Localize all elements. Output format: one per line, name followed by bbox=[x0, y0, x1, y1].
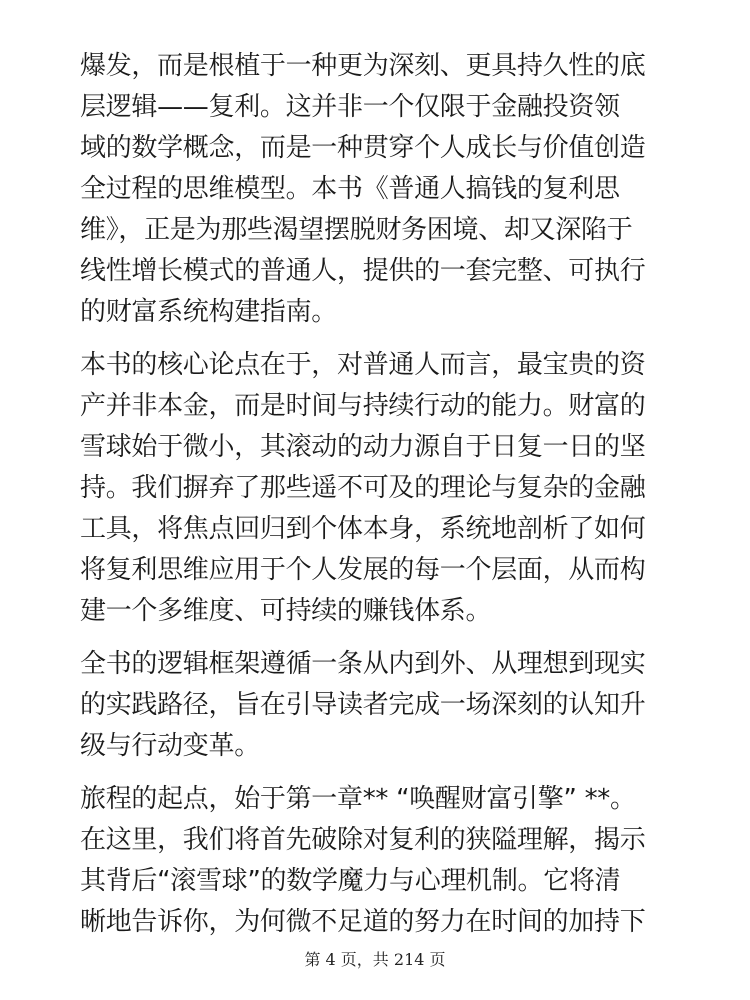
text-line: 级与行动变革。 bbox=[80, 731, 260, 761]
text-line: 工具，将焦点回归到个体本身，系统地剖析了如何 bbox=[80, 514, 646, 544]
text-line: 域的数学概念，而是一种贯穿个人成长与价值创造 bbox=[80, 133, 646, 163]
paragraph-2 bbox=[80, 345, 680, 632]
text-line: 晰地告诉你，为何微不足道的努力在时间的加持下 bbox=[80, 907, 646, 937]
text-line: 其背后“滚雪球”的数学魔力与心理机制。它将清 bbox=[80, 866, 621, 896]
text-line: 维》，正是为那些渴望摆脱财务困境、却又深陷于 bbox=[80, 215, 633, 245]
text-line: 本书的核心论点在于，对普通人而言，最宝贵的资 bbox=[80, 350, 646, 380]
text-line: 建一个多维度、可持续的赚钱体系。 bbox=[80, 596, 492, 626]
text-line: 全书的逻辑框架遵循一条从内到外、从理想到现实 bbox=[80, 649, 646, 679]
text-line: 产并非本金，而是时间与持续行动的能力。财富的 bbox=[80, 391, 646, 421]
text-line: 线性增长模式的普通人，提供的一套完整、可执行 bbox=[80, 256, 646, 286]
page-number-footer: 第 4 页，共 214 页 bbox=[304, 950, 446, 969]
paragraph-4 bbox=[80, 779, 680, 943]
text-line: 旅程的起点，始于第一章** “唤醒财富引擎” **。 bbox=[80, 784, 636, 814]
text-line: 将复利思维应用于个人发展的每一个层面，从而构 bbox=[80, 555, 646, 585]
text-line: 全过程的思维模型。本书《普通人搞钱的复利思 bbox=[80, 174, 620, 204]
document-body bbox=[80, 46, 680, 955]
text-line: 的实践路径，旨在引导读者完成一场深刻的认知升 bbox=[80, 690, 646, 720]
text-line: 持。我们摒弃了那些遥不可及的理论与复杂的金融 bbox=[80, 473, 646, 503]
text-line: 层逻辑——复利。这并非一个仅限于金融投资领 bbox=[80, 92, 620, 122]
text-line: 的财富系统构建指南。 bbox=[80, 297, 338, 327]
text-line: 在这里，我们将首先破除对复利的狭隘理解，揭示 bbox=[80, 825, 646, 855]
paragraph-3 bbox=[80, 644, 680, 767]
text-line: 雪球始于微小，其滚动的动力源自于日复一日的坚 bbox=[80, 432, 646, 462]
text-line: 爆发，而是根植于一种更为深刻、更具持久性的底 bbox=[80, 51, 646, 81]
paragraph-1 bbox=[80, 46, 680, 333]
